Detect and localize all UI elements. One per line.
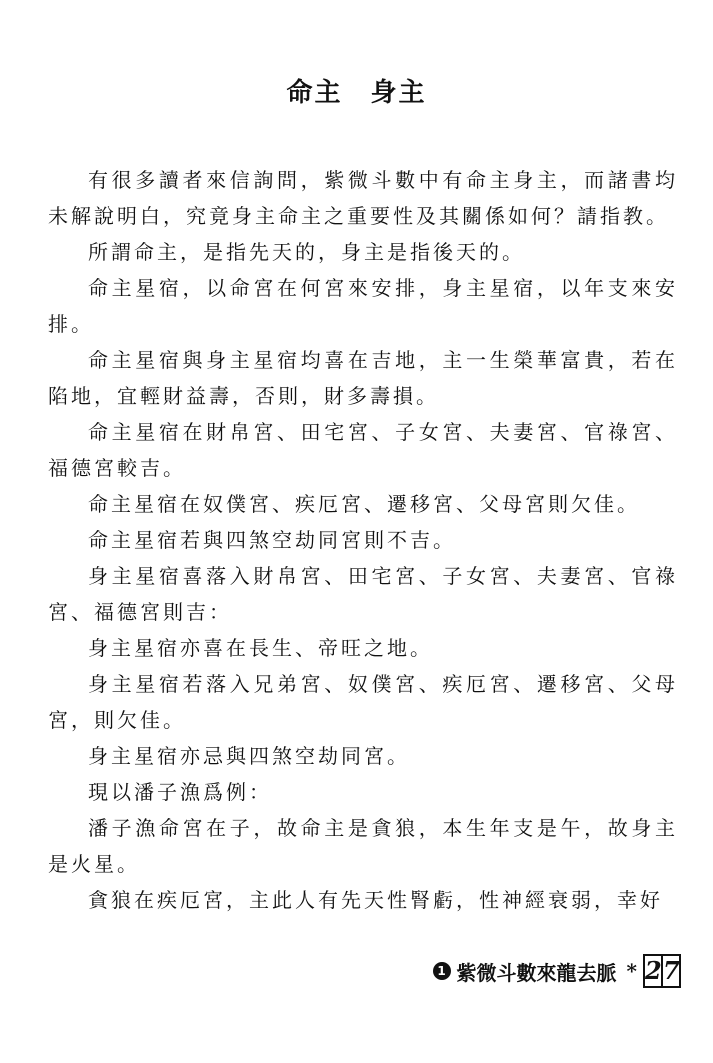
footer-separator: * [626, 959, 637, 983]
paragraph: 身主星宿亦忌與四煞空劫同宮。 [88, 744, 410, 768]
paragraph: 命主星宿與身主星宿均喜在吉地，主一生榮華富貴，若在陷地，宜輕財益壽，否則，財多壽損。 [48, 348, 678, 408]
book-title: 紫微斗數來龍去脈 [456, 960, 617, 985]
paragraph: 命主星宿在奴僕宮、疾厄宮、遷移宮、父母宮則欠佳。 [88, 492, 640, 516]
page-number-digit: 2 [643, 954, 663, 988]
paragraph: 命主星宿若與四煞空劫同宮則不吉。 [88, 528, 456, 552]
paragraph: 所謂命主，是指先天的，身主是指後天的。 [88, 240, 525, 264]
paragraph: 潘子漁命宮在子，故命主是貪狼，本生年支是午，故身主是火星。 [48, 816, 678, 876]
page-title: 命主 身主 [286, 78, 427, 108]
page-number-digit: 7 [661, 954, 681, 988]
paragraph: 身主星宿亦喜在長生、帝旺之地。 [88, 636, 433, 660]
paragraph: 貪狼在疾厄宮，主此人有先天性腎虧，性神經衰弱，幸好 [88, 888, 663, 912]
paragraph: 有很多讀者來信詢問，紫微斗數中有命主身主，而諸書均未解說明白，究竟身主命主之重要性及其關係如何？請指教。 [48, 168, 678, 228]
book-circle-icon: 1 [433, 962, 451, 980]
paragraph: 命主星宿在財帛宮、田宅宮、子女宮、夫妻宮、官祿宮、福德宮較吉。 [48, 420, 678, 480]
page-number [645, 954, 681, 988]
paragraph: 身主星宿喜落入財帛宮、田宅宮、子女宮、夫妻宮、官祿宮、福德宮則吉： [48, 564, 678, 624]
paragraph: 命主星宿，以命宮在何宮來安排，身主星宿，以年支來安排。 [48, 276, 678, 336]
paragraph: 身主星宿若落入兄弟宮、奴僕宮、疾厄宮、遷移宮、父母宮，則欠佳。 [48, 672, 678, 732]
page-footer [433, 954, 681, 988]
body-text [48, 162, 678, 918]
paragraph: 現以潘子漁爲例： [88, 780, 272, 804]
